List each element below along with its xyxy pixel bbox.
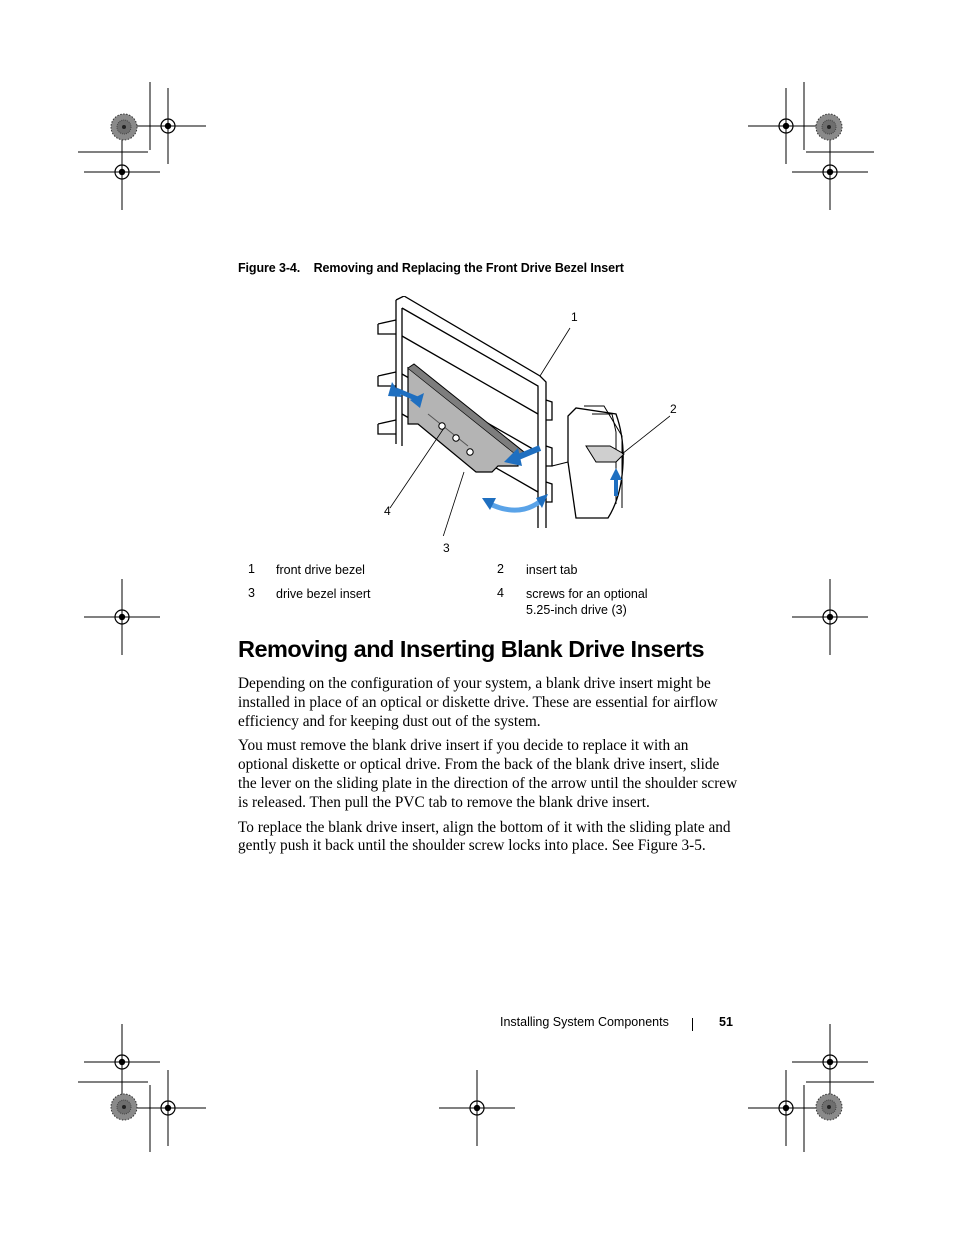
registration-cross-icon (792, 1024, 868, 1100)
registration-star-icon (816, 114, 842, 140)
callout-1: 1 (571, 310, 578, 324)
registration-star-icon (111, 1094, 137, 1120)
bezel-insert-illustration (370, 296, 670, 536)
registration-cross-icon (84, 579, 160, 655)
registration-cross-icon (792, 134, 868, 210)
legend-text: front drive bezel (276, 563, 365, 577)
registration-cross-icon (84, 1024, 160, 1100)
registration-cross-icon (792, 579, 868, 655)
body-paragraph: Depending on the configuration of your system, a blank drive insert might be installed in place of an optical or diskette drive. These are essential for airflow efficiency and for keeping dust out of the system. (238, 675, 718, 730)
legend-text: drive bezel insert (276, 587, 371, 601)
callout-2: 2 (670, 402, 677, 416)
body-paragraph: You must remove the blank drive insert if you decide to replace it with an optional diskette or optical drive. From the back of the blank drive insert, slide the lever on the sliding plate in the direction of the arrow until the shoulder screw is released. Then pull the PVC tab to remove the blank drive insert. (238, 737, 738, 811)
registration-cross-icon (748, 1070, 824, 1146)
insert-tab-detail (552, 406, 624, 518)
registration-cross-icon (748, 88, 824, 164)
body-paragraph: To replace the blank drive insert, align the bottom of it with the sliding plate and gently push it back until the shoulder screw locks into place. See Figure 3-5. (238, 818, 731, 855)
figure-caption: Figure 3-4. Removing and Replacing the Front Drive Bezel Insert (238, 261, 624, 275)
callout-3: 3 (443, 541, 450, 555)
registration-star-icon (111, 114, 137, 140)
section-body (238, 675, 738, 862)
registration-cross-icon (439, 1070, 515, 1146)
figure-legend (238, 562, 738, 617)
callout-4: 4 (384, 504, 391, 518)
legend-number: 4 (497, 586, 504, 600)
legend-number: 3 (248, 586, 255, 600)
section-heading: Removing and Inserting Blank Drive Inserts (238, 636, 705, 662)
legend-number: 2 (497, 562, 504, 576)
registration-cross-icon (130, 88, 206, 164)
registration-star-icon (816, 1094, 842, 1120)
legend-text: screws for an optional 5.25-inch drive (3) (526, 587, 648, 617)
registration-cross-icon (130, 1070, 206, 1146)
legend-text: insert tab (526, 563, 578, 577)
page-number: 51 (719, 1015, 733, 1029)
registration-cross-icon (84, 134, 160, 210)
footer-chapter: Installing System Components (500, 1015, 669, 1029)
legend-number: 1 (248, 562, 255, 576)
footer-divider (692, 1018, 693, 1031)
